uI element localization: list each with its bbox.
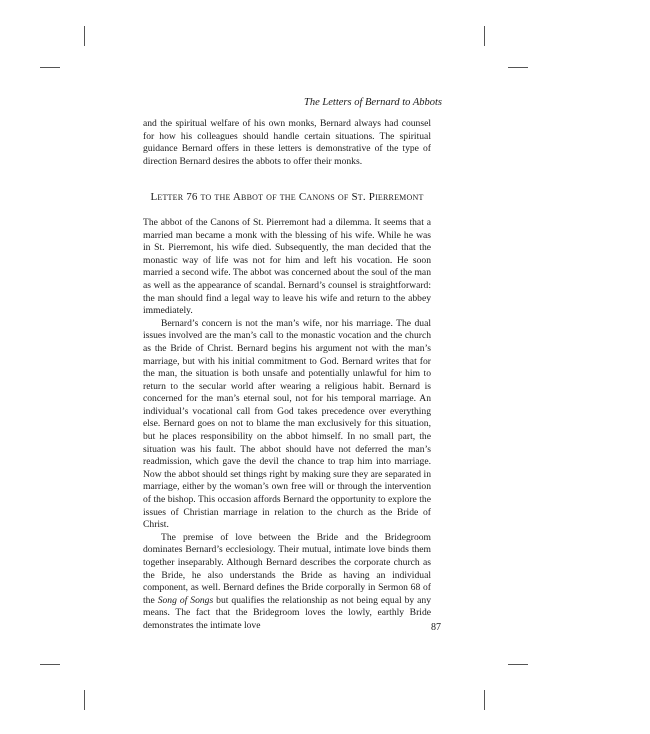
opening-paragraph: and the spiritual welfare of his own monks, Bernard always had counsel for how his colleagues should handle certain situations. The spiritual guidance Bernard offers in these letters is demonstrative of the type of direction Bernard desires the abbots to offer their monks. xyxy=(143,118,431,167)
crop-mark-left-upper xyxy=(40,67,60,68)
crop-mark-right-lower xyxy=(508,664,528,665)
crop-mark-right-upper xyxy=(508,67,528,68)
crop-mark-top-right xyxy=(484,26,485,46)
paragraph-1: The abbot of the Canons of St. Pierremont had a dilemma. It seems that a married man became a monk with the blessing of his wife. While he was in St. Pierremont, his wife died. Subsequently, the man decided that the monastic way of life was not for him and left his vocation. He soon married a second wife. The abbot was concerned about the soul of the man as well as the appearance of scandal. Bernard’s counsel is straightforward: the man should find a legal way to leave his wife and return to the abbey immediately. xyxy=(143,216,431,317)
crop-mark-bottom-left xyxy=(84,690,85,710)
body-text xyxy=(143,118,431,633)
paragraph-3-text-a: The premise of love between the Bride and the Bridegroom dominates Bernard’s ecclesiology. Their mutual, intimate love binds them together inseparably. Although Bernard describes the corporate church as the Bride, he also understands the Bride as having an individual component, as well. Bernard defines the Bride corporally in Sermon 68 of the xyxy=(143,531,431,606)
crop-mark-bottom-right xyxy=(484,690,485,710)
song-of-songs-title: Song of Songs xyxy=(157,594,214,606)
crop-mark-top-left xyxy=(84,26,85,46)
paragraph-3-text-b: but qualifies the relationship as not being equal by any means. The fact that the Bridegroom loves the lowly, earthly Bride demonstrates the intimate love xyxy=(143,594,431,631)
paragraph-2: Bernard’s concern is not the man’s wife, nor his marriage. The dual issues involved are the man’s call to the monastic vocation and the church as the Bride of Christ. Bernard begins his argument not with the man’s marriage, but with his initial commitment to God. Bernard writes that for the man, the situation is both unsafe and potentially unlawful for him to return to the secular world after wearing a religious habit. Bernard is concerned for the man’s eternal soul, not for his temporal marriage. An individual’s vocational call from God takes precedence over everything else. Bernard goes on not to blame the man exclusively for this situation, but he places responsibility on the abbot himself. In no small part, the situation was his fault. The abbot should have not deferred the man’s readmission, which gave the devil the chance to trap him into marriage. Now the abbot should set things right by making sure they are separated in marriage, either by the woman’s own free will or through the intervention of the bishop. This occasion affords Bernard the opportunity to explore the issues of Christian marriage in relation to the church as the Bride of Christ. xyxy=(143,317,431,531)
page-number: 87 xyxy=(431,622,441,633)
paragraph-3 xyxy=(143,532,431,633)
crop-mark-left-lower xyxy=(40,664,60,665)
running-head: The Letters of Bernard to Abbots xyxy=(304,97,442,108)
section-heading: Letter 76 to the Abbot of the Canons of St. Pierremont xyxy=(150,191,424,204)
